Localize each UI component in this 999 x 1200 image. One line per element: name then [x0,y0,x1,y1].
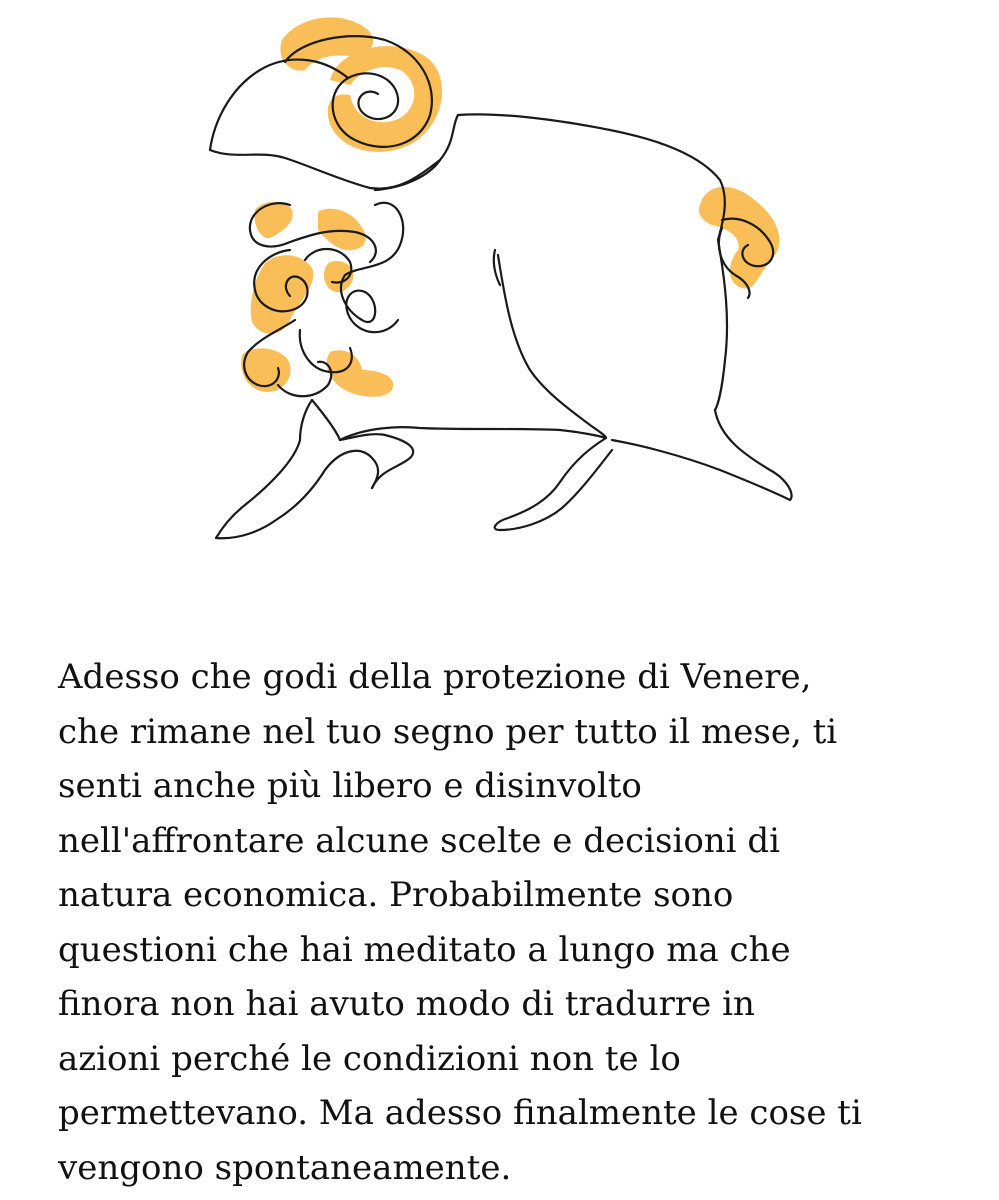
text-line: azioni perché le condizioni non te lo [58,1038,681,1079]
ram-icon [200,10,800,550]
text-line: nell'affrontare alcune scelte e decisioni di [58,820,781,861]
text-line: senti anche più libero e disinvolto [58,766,642,806]
ram-illustration [200,10,800,550]
text-line: questioni che hai meditato a lungo ma che [58,929,791,970]
text-line: permettevano. Ma adesso finalmente le cose ti [58,1093,862,1133]
text-line: natura economica. Probabilmente sono [58,875,734,915]
text-line: che rimane nel tuo segno per tutto il mese, ti [58,711,838,752]
accent-blobs [241,17,779,396]
horoscope-text [58,650,958,1195]
text-line: finora non hai avuto modo di tradurre in [58,984,755,1024]
text-line: Adesso che godi della protezione di Venere, [58,657,812,697]
text-line: vengono spontaneamente. [58,1147,512,1188]
